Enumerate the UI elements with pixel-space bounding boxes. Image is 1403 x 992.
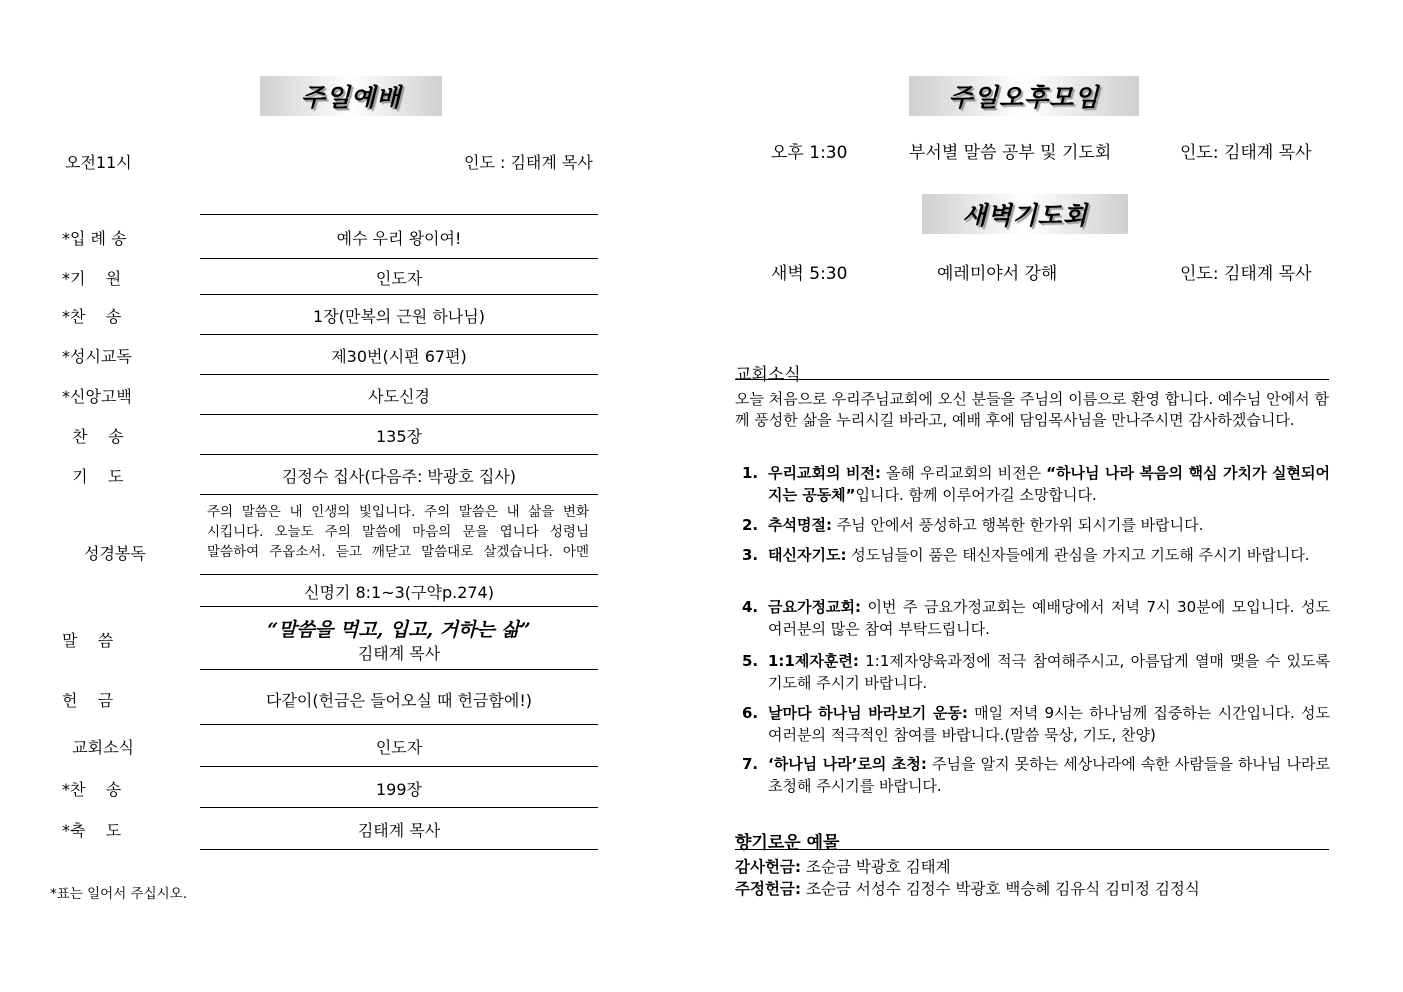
divider	[200, 414, 598, 415]
gifts-heading: 향기로운 예물	[735, 833, 840, 853]
afternoon-time: 오후 1:30	[771, 143, 848, 163]
news-item-title: 1:1제자훈련:	[768, 652, 859, 670]
sermon-label: 말 씀	[62, 631, 114, 650]
news-heading: 교회소식	[735, 365, 801, 385]
news-item-title: 우리교회의 비전:	[768, 464, 881, 482]
news-item-number: 2.	[742, 516, 759, 534]
news-item-number: 4.	[742, 598, 759, 616]
offering-value: 다같이(헌금은 들어오실 때 헌금함에!)	[266, 691, 532, 710]
news-item-text: 주님을 알지 못하는 세상나라에 속한 사람들을 하나님 나라로 초청해 주시기를 바랍니다.	[768, 755, 1330, 795]
news-item-text: 이번 주 금요가정교회는 예배당에서 저녁 7시 30분에 모입니다. 성도 여러분의 많은 참여 부탁드립니다.	[768, 598, 1330, 638]
divider	[200, 807, 598, 808]
order-value: 1장(만복의 근원 하나님)	[313, 307, 485, 326]
divider	[200, 669, 598, 670]
order-label: *기 원	[62, 269, 122, 288]
order-value: 사도신경	[368, 387, 430, 406]
worship-leader: 인도 : 김태계 목사	[464, 153, 593, 172]
divider	[200, 724, 598, 725]
prayer-line: 주의 말씀은 내 인생의 빛입니다. 주의 말씀은 내 삶을 변화	[207, 504, 589, 520]
thanks-label: 감사헌금:	[735, 858, 802, 876]
divider	[200, 849, 598, 850]
tithe-offering	[735, 877, 1200, 899]
news-item-text: 1:1제자양육과정에 적극 참여해주시고, 아름답게 열매 맺을 수 있도록 기도해 주시기 바랍니다.	[768, 652, 1330, 692]
divider	[200, 258, 598, 259]
afternoon-leader: 인도: 김태계 목사	[1180, 143, 1312, 163]
thanks-offering	[735, 855, 951, 877]
tithe-label: 주정헌금:	[735, 880, 802, 898]
prayer-line: 말씀하여 주옵소서. 듣고 깨닫고 말씀대로 살겠습니다. 아멘	[207, 544, 589, 560]
afternoon-title: 주일오후모임	[909, 76, 1139, 116]
news-item-title: 추석명절:	[768, 516, 832, 534]
order-value: 제30번(시편 67편)	[331, 347, 467, 366]
worship-title: 주일예배	[260, 76, 442, 116]
tithe-names: 조순금 서성수 김정수 박광호 백승혜 김유식 김미정 김정식	[801, 880, 1200, 898]
order-label: *입 례 송	[62, 229, 127, 248]
news-item	[742, 596, 1330, 640]
news-item-title: 날마다 하나님 바라보기 운동:	[768, 704, 968, 722]
divider	[735, 849, 1329, 850]
divider	[200, 334, 598, 335]
news-item	[742, 462, 1330, 506]
order-label: 교회소식	[62, 738, 134, 757]
news-item-quote: “하나님 나라 복음의 핵심 가치가 실현되어지는 공동체”	[768, 464, 1330, 504]
news-item-text: 매일 저녁 9시는 하나님께 집중하는 시간입니다. 성도 여러분의 적극적인 참여를 바랍니다.(말씀 묵상, 기도, 찬양)	[768, 704, 1330, 744]
news-item	[742, 544, 1330, 566]
footnote: *표는 일어서 주십시오.	[50, 886, 187, 902]
news-item-text: 주님 안에서 풍성하고 행복한 한가위 되시기를 바랍니다.	[831, 516, 1204, 534]
divider	[735, 379, 1329, 380]
prayer-line: 시킵니다. 오늘도 주의 말씀에 마음의 문을 엽니다 성령님	[207, 524, 589, 540]
afternoon-desc: 부서별 말씀 공부 및 기도회	[909, 143, 1112, 163]
sermon-title: “말씀을 먹고, 입고, 거하는 삶”	[267, 619, 531, 641]
news-item-number: 7.	[742, 755, 759, 773]
news-item-text: 올해 우리교회의 비전은	[880, 464, 1047, 482]
dawn-desc: 예레미야서 강해	[937, 264, 1058, 284]
news-item-title: 금요가정교회:	[768, 598, 861, 616]
worship-time: 오전11시	[65, 153, 132, 172]
order-label: *찬 송	[62, 780, 122, 799]
divider	[200, 294, 598, 295]
news-item-number: 5.	[742, 652, 759, 670]
order-label: 기 도	[62, 467, 124, 486]
news-item	[742, 702, 1330, 746]
divider	[200, 766, 598, 767]
order-label: 찬 송	[62, 427, 124, 446]
news-item-number: 6.	[742, 704, 759, 722]
news-item-text: 성도님들이 품은 태신자들에게 관심을 가지고 기도해 주시기 바랍니다.	[846, 546, 1310, 564]
divider	[200, 574, 598, 575]
divider	[200, 454, 598, 455]
news-item	[742, 650, 1330, 694]
news-item-tail: 입니다. 함께 이루어가길 소망합니다.	[855, 486, 1097, 504]
order-value: 199장	[376, 780, 422, 799]
news-item-title: 태신자기도:	[768, 546, 847, 564]
order-value: 인도자	[375, 738, 423, 757]
news-item	[742, 753, 1330, 797]
reading-passage: 신명기 8:1~3(구약p.274)	[304, 583, 494, 602]
order-label: *찬 송	[62, 307, 122, 326]
dawn-time: 새벽 5:30	[771, 264, 848, 284]
news-item-title: ‘하나님 나라’로의 초청:	[768, 755, 927, 773]
news-item-number: 3.	[742, 546, 759, 564]
sermon-preacher: 김태계 목사	[357, 644, 441, 663]
order-value: 김태계 목사	[357, 821, 441, 840]
reading-prayer	[207, 502, 589, 562]
order-value: 예수 우리 왕이여!	[336, 229, 462, 248]
divider	[200, 494, 598, 495]
divider	[200, 214, 598, 215]
dawn-title: 새벽기도회	[922, 194, 1128, 234]
divider	[200, 606, 598, 607]
order-label: *축 도	[62, 821, 122, 840]
dawn-leader: 인도: 김태계 목사	[1180, 264, 1312, 284]
news-intro: 오늘 처음으로 우리주님교회에 오신 분들을 주님의 이름으로 환영 합니다. 예수님 안에서 함께 풍성한 삶을 누리시길 바라고, 예배 후에 담임목사님을 만나주시면 감사하겠습니다.	[735, 390, 1329, 429]
news-item	[742, 514, 1330, 536]
news-item-number: 1.	[742, 464, 759, 482]
order-label: *성시교독	[62, 347, 132, 366]
order-value: 135장	[376, 427, 422, 446]
order-value: 인도자	[375, 269, 423, 288]
thanks-names: 조순금 박광호 김태계	[801, 858, 951, 876]
order-label: *신앙고백	[62, 387, 132, 406]
divider	[200, 374, 598, 375]
reading-label: 성경봉독	[84, 544, 146, 563]
offering-label: 헌 금	[62, 691, 114, 710]
order-value: 김정수 집사(다음주: 박광호 집사)	[281, 467, 517, 486]
